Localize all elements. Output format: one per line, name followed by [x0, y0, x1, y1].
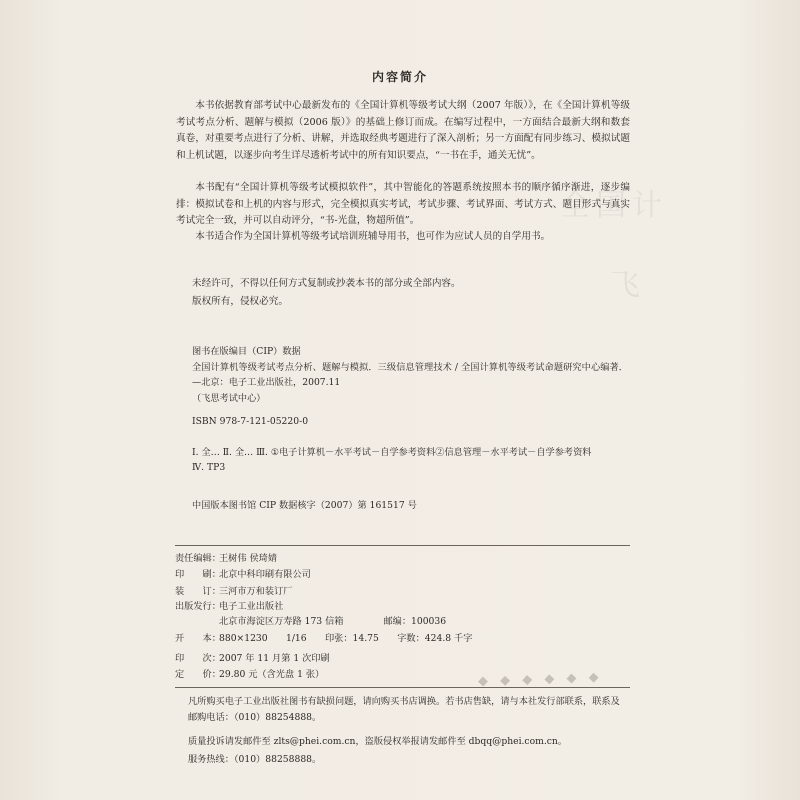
cip-number: 中国版本图书馆 CIP 数据核字（2007）第 161517 号 [192, 500, 417, 511]
credit-price [175, 668, 324, 682]
credit-editor [175, 552, 277, 566]
credit-binder [175, 585, 293, 599]
service-hotline: 服务热线：（010）88258888。 [188, 754, 322, 765]
intro-paragraph-1: 本书依据教育部考试中心最新发布的《全国计算机等级考试大纲（2007 年版）》，在《全国计算机等级考试考点分析、题解与模拟（2006 版）》的基础上修订而成。在编写过程中，一方面结合最新大纲和数套真卷，对重要考点进行了分析、讲解，并选取经典考题进行了深入剖析；另一方面配有同步练习、模拟试题和上机试题，以逐步向考生详尽透析考试中的所有知识要点，“一书在手，通关无忧”。 [176, 100, 630, 161]
return-notice: 凡所购买电子工业出版社图书有缺损问题，请向购买书店调换。若书店售缺，请与本社发行部联系，联系及邮购电话：（010）88254888。 [188, 696, 620, 723]
credit-address [219, 615, 446, 629]
credit-label: 开 本： [175, 633, 221, 644]
credit-edition [175, 652, 330, 666]
credit-value: 北京中科印刷有限公司 [219, 569, 311, 580]
intro-paragraph-3: 本书适合作为全国计算机等级考试培训班辅导用书，也可作为应试人员的自学用书。 [195, 231, 551, 242]
credit-value: 2007 年 11 月第 1 次印刷 [219, 653, 330, 664]
complaint-notice: 质量投诉请发邮件至 zlts@phei.com.cn，盗版侵权举报请发邮件至 dbqq@phei.com.cn。 [188, 736, 567, 747]
cip-series: （飞思考试中心） [192, 393, 266, 404]
credit-label: 装 订： [175, 586, 221, 597]
cip-classification: Ⅳ. TP3 [192, 462, 226, 473]
credit-format [175, 632, 472, 646]
copyright-notice: 未经许可，不得以任何方式复制或抄袭本书的部分或全部内容。 [192, 278, 461, 289]
section-divider [175, 687, 630, 688]
bleed-through-text: 全国计 [560, 188, 668, 223]
credit-printer [175, 568, 311, 582]
rights-reserved: 版权所有，侵权必究。 [192, 296, 288, 307]
intro-paragraph-2: 本书配有“全国计算机等级考试模拟软件”，其中智能化的答题系统按照本书的顺序循序渐进，逐步编排：模拟试卷和上机的内容与形式，完全模拟真实考试，考试步骤、考试界面、考试方式、题目形式与真实考试完全一致，并可以自动评分，“书-光盘，物超所值”。 [176, 182, 630, 226]
credit-label: 印 刷： [175, 569, 221, 580]
page-title: 内容简介 [371, 70, 428, 84]
cip-isbn: ISBN 978-7-121-05220-0 [192, 416, 309, 427]
section-divider [175, 545, 630, 546]
credit-publisher [175, 600, 283, 614]
cip-subjects: Ⅰ. 全… Ⅱ. 全… Ⅲ. ①电子计算机－水平考试－自学参考资料②信息管理－水平考试－自学参考资料 [192, 447, 592, 458]
cip-title-line: 全国计算机等级考试考点分析、题解与模拟．三级信息管理技术 / 全国计算机等级考试命题研究中心编著．—北京：电子工业出版社，2007.11 [192, 362, 628, 388]
credit-value: 29.80 元（含光盘 1 张） [219, 669, 325, 680]
bleed-through-stamp: ◆ ◆ ◆ ◆ ◆ ◆ [477, 669, 603, 690]
credit-label: 定 价： [175, 669, 221, 680]
credit-value: 三河市万和装订厂 [219, 586, 293, 597]
address: 北京市海淀区万寿路 173 信箱 [219, 616, 344, 627]
credit-label: 出版发行： [175, 601, 221, 612]
bleed-through-text: 飞 [610, 268, 646, 303]
cip-heading: 图书在版编目（CIP）数据 [192, 346, 301, 357]
postcode: 邮编：100036 [383, 616, 447, 627]
credit-value: 电子工业出版社 [219, 601, 284, 612]
credit-value: 880×1230 1/16 印张：14.75 字数：424.8 千字 [219, 633, 473, 644]
credit-value: 王树伟 侯琦婧 [219, 553, 278, 564]
credit-label: 印 次： [175, 653, 221, 664]
credit-label: 责任编辑： [175, 553, 221, 564]
